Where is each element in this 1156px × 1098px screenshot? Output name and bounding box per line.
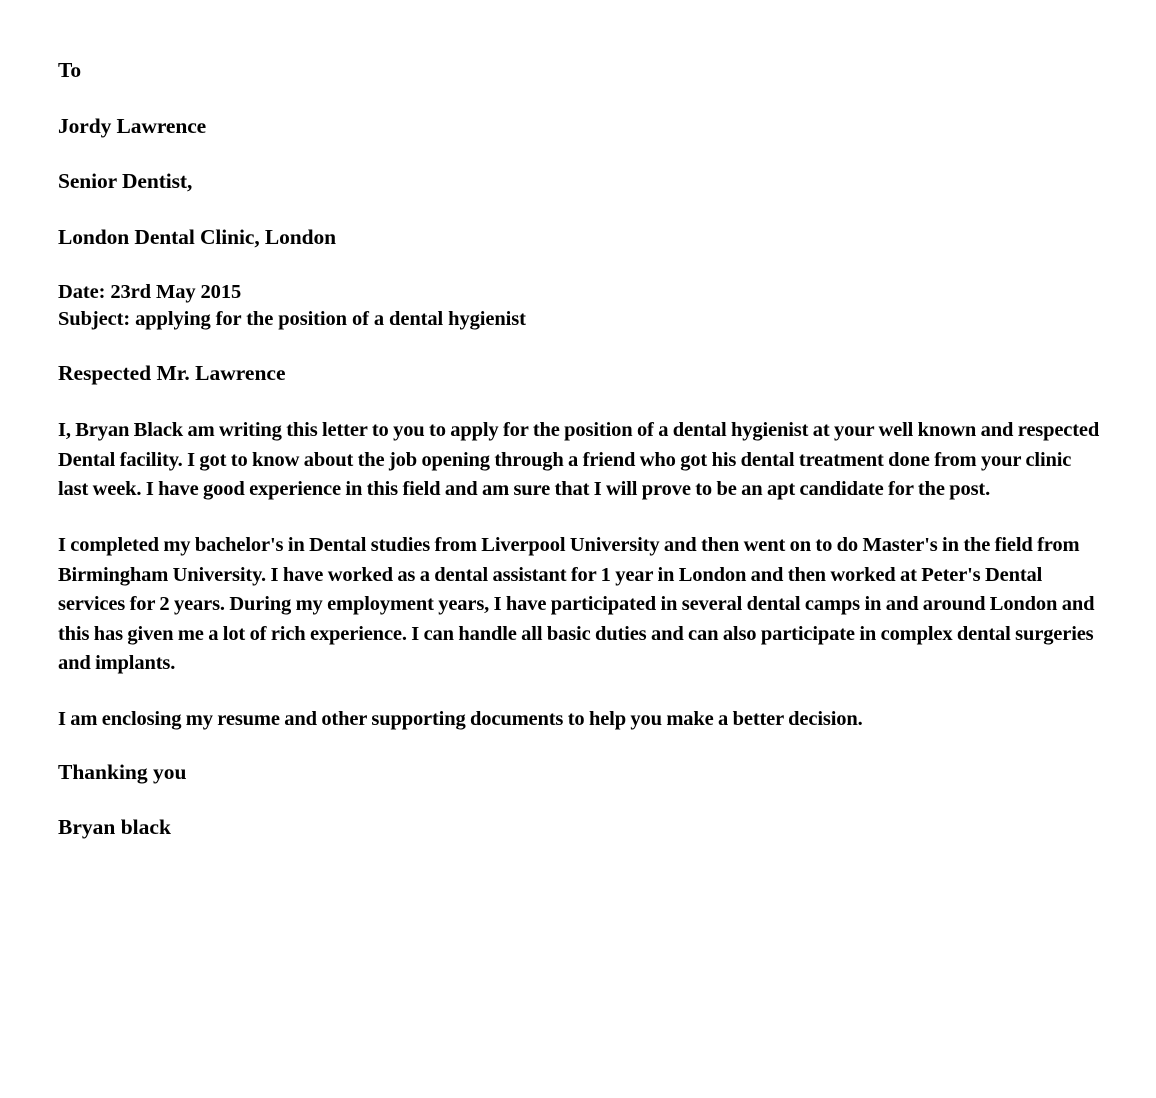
body-paragraph-1: I, Bryan Black am writing this letter to you to apply for the position of a dental hygienist at your well known and respected Dental facility. I got to know about the job opening through a friend who got his dental treatment done from your clinic last week. I have good experience in this field and am sure that I will prove to be an apt candidate for the post. <box>58 419 1100 501</box>
body-paragraph-2: I completed my bachelor's in Dental studies from Liverpool University and then went on to do Master's in the field from Birmingham University. I have worked as a dental assistant for 1 year in London and then worked at Peter's Dental services for 2 years. During my employment years, I have participated in several dental camps in and around London and this has given me a lot of rich experience. I can handle all basic duties and can also participate in complex dental surgeries and implants. <box>58 534 1095 675</box>
recipient-name: Jordy Lawrence <box>58 114 207 138</box>
closing-line: Thanking you <box>58 760 187 785</box>
signature-name: Bryan black <box>58 815 171 840</box>
letter-meta <box>58 280 1103 331</box>
recipient-title: Senior Dentist, <box>58 169 193 194</box>
salutation: Respected Mr. Lawrence <box>58 361 286 386</box>
recipient-organization: London Dental Clinic, London <box>58 224 336 249</box>
to-label: To <box>58 58 82 82</box>
letter-body <box>58 58 1103 840</box>
letter-date: Date: 23rd May 2015 <box>58 281 242 304</box>
letter-subject: Subject: applying for the position of a dental hygienist <box>58 308 526 331</box>
body-paragraph-3: I am enclosing my resume and other supporting documents to help you make a better decision. <box>58 707 863 730</box>
